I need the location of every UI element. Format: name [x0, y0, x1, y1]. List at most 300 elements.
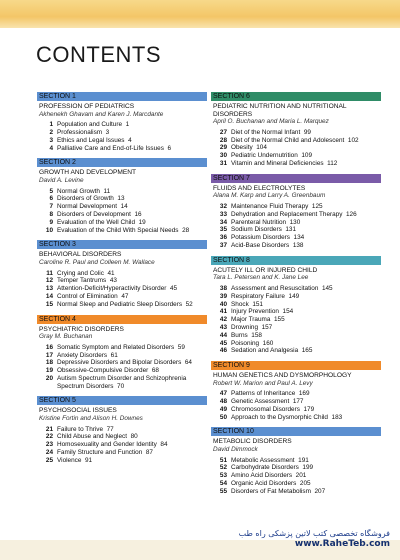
chapter-page: 134: [293, 234, 305, 242]
section-editors: April O. Buchanan and Maria L. Marquez: [213, 118, 329, 126]
chapter-number: 25: [45, 456, 53, 464]
chapter-entry[interactable]: [211, 488, 381, 496]
chapter-title: [231, 457, 381, 465]
chapter-entry[interactable]: [211, 414, 381, 422]
chapter-entry[interactable]: [211, 324, 381, 332]
chapter-page: 131: [285, 226, 297, 234]
chapter-title: [57, 359, 207, 367]
chapter-title-text: Metabolic Assessment: [231, 456, 295, 464]
chapter-number: 28: [219, 136, 227, 144]
chapter-title: [231, 219, 381, 227]
chapter-entry[interactable]: [211, 332, 381, 340]
chapter-number: 22: [45, 433, 53, 441]
chapter-entry[interactable]: [211, 316, 381, 324]
chapter-title-text: Homosexuality and Gender Identity: [57, 441, 157, 449]
section-editors: Akhenekh Ghavam and Karen J. Marcdante: [39, 110, 164, 118]
chapter-number: 24: [45, 449, 53, 457]
chapter-page: 201: [295, 472, 307, 480]
chapter-title: [57, 301, 207, 309]
section-editors: Alana M. Karp and Larry A. Greenbaum: [213, 192, 326, 200]
chapter-title: [231, 332, 381, 340]
chapter-entry[interactable]: [37, 359, 207, 367]
chapter-page: 138: [292, 241, 304, 249]
chapter-page: 41: [107, 269, 115, 277]
chapter-number: 33: [219, 210, 227, 218]
chapter-title: [231, 242, 381, 250]
chapter-page: 1: [125, 121, 130, 129]
chapter-title: [231, 472, 381, 480]
chapter-number: 27: [219, 128, 227, 136]
chapter-page: 157: [261, 323, 273, 331]
chapter-title: [57, 277, 207, 285]
chapter-title: [57, 457, 207, 465]
chapter-number: 47: [219, 390, 227, 398]
chapter-number: 40: [219, 300, 227, 308]
chapter-entry[interactable]: [37, 457, 207, 465]
chapter-entry[interactable]: [37, 441, 207, 449]
chapter-number: 16: [45, 343, 53, 351]
chapter-title: [57, 344, 207, 352]
chapter-title-text: Evaluation of the Child With Special Needs: [57, 226, 179, 234]
chapter-entry[interactable]: [37, 449, 207, 457]
chapter-title-text: Organic Acid Disorders: [231, 480, 297, 488]
chapter-number: 39: [219, 292, 227, 300]
chapter-number: 41: [219, 308, 227, 316]
chapter-entry[interactable]: [211, 203, 381, 211]
chapter-title: [57, 129, 207, 137]
chapter-title: [231, 211, 381, 219]
section-label: SECTION 7: [211, 174, 381, 183]
section-editors: Kristine Fortin and Alison H. Downes: [39, 415, 143, 423]
chapter-entry[interactable]: [211, 211, 381, 219]
chapter-title-text: Population and Culture: [57, 121, 123, 129]
chapter-entry[interactable]: [211, 480, 381, 488]
chapter-number: 9: [49, 218, 53, 226]
chapter-entry[interactable]: [37, 375, 207, 391]
chapter-entry[interactable]: [37, 211, 207, 219]
section-label: SECTION 5: [37, 396, 207, 405]
chapter-number: 50: [219, 413, 227, 421]
chapter-title-text: Normal Sleep and Pediatric Sleep Disorders: [57, 300, 183, 308]
chapter-page: 155: [273, 316, 285, 324]
chapter-page: 179: [303, 405, 315, 413]
chapter-page: 87: [145, 449, 153, 457]
chapter-page: 43: [109, 277, 117, 285]
chapter-entry[interactable]: [37, 137, 207, 145]
chapter-entry[interactable]: [37, 433, 207, 441]
chapter-title: [231, 390, 381, 398]
chapter-number: 51: [219, 456, 227, 464]
top-decorative-band: [0, 0, 400, 28]
chapter-number: 55: [219, 487, 227, 495]
chapter-title: [57, 375, 207, 391]
toc-section: [37, 92, 207, 152]
chapter-title-text: Obsessive-Compulsive Disorder: [57, 367, 149, 375]
section-editors: Gray M. Buchanan: [39, 333, 93, 341]
chapter-title-text: Potassium Disorders: [231, 234, 290, 242]
chapter-entry[interactable]: [211, 285, 381, 293]
chapter-number: 17: [45, 351, 53, 359]
chapter-number: 34: [219, 218, 227, 226]
chapter-title: [57, 219, 207, 227]
chapter-page: 6: [167, 144, 172, 152]
chapter-number: 49: [219, 405, 227, 413]
chapter-number: 19: [45, 367, 53, 375]
chapter-page: 47: [121, 292, 129, 300]
toc-section: [37, 240, 207, 308]
chapter-title-text: Control of Elimination: [57, 292, 118, 300]
chapter-entry[interactable]: [37, 270, 207, 278]
chapter-number: 36: [219, 234, 227, 242]
chapter-page: 77: [106, 425, 114, 433]
chapter-entry[interactable]: [211, 219, 381, 227]
chapter-page: 45: [169, 285, 178, 293]
chapter-number: 3: [49, 136, 53, 144]
chapter-title-text: Depressive Disorders and Bipolar Disorders: [57, 359, 182, 367]
chapter-number: 46: [219, 347, 227, 355]
chapter-number: 13: [45, 285, 53, 293]
chapter-entry[interactable]: [211, 390, 381, 398]
chapter-entry[interactable]: [37, 219, 207, 227]
chapter-page: 169: [298, 390, 310, 398]
chapter-number: 4: [49, 144, 53, 152]
chapter-title-text: Normal Development: [57, 203, 118, 211]
chapter-entry[interactable]: [37, 285, 207, 293]
chapter-title: [231, 293, 381, 301]
chapter-page: 52: [185, 300, 193, 308]
chapter-title-text: Approach to the Dysmorphic Child: [231, 413, 328, 421]
chapter-title-text: Normal Growth: [57, 187, 100, 195]
chapter-title: [231, 285, 381, 293]
chapter-title: [57, 195, 207, 203]
toc-section: [211, 427, 381, 495]
chapter-page: 125: [311, 202, 323, 210]
chapter-title: [57, 449, 207, 457]
chapter-entry[interactable]: [211, 457, 381, 465]
chapter-title-text: Drowning: [231, 323, 258, 331]
chapter-number: 8: [49, 210, 53, 218]
chapter-title-text: Dehydration and Replacement Therapy: [231, 210, 343, 218]
chapter-title-text: Sedation and Analgesia: [231, 347, 299, 355]
chapter-title-text: Family Structure and Function: [57, 449, 143, 457]
toc-section: [37, 396, 207, 464]
chapter-title-text: Chromosomal Disorders: [231, 405, 300, 413]
chapter-number: 42: [219, 316, 227, 324]
chapter-entry[interactable]: [211, 464, 381, 472]
chapter-entry[interactable]: [37, 301, 207, 309]
chapter-entry[interactable]: [211, 226, 381, 234]
toc-section: [211, 361, 381, 421]
chapter-page: 102: [347, 136, 359, 144]
chapter-title: [231, 488, 381, 496]
chapter-title: [57, 270, 207, 278]
chapter-title-text: Assessment and Resuscitation: [231, 284, 319, 292]
chapter-title: [57, 293, 207, 301]
chapter-page: 165: [301, 347, 313, 355]
chapter-number: 5: [49, 187, 53, 195]
chapter-title: [231, 308, 381, 316]
chapter-page: 28: [182, 226, 190, 234]
chapter-title: [57, 137, 207, 145]
section-title: GROWTH AND DEVELOPMENT: [39, 169, 137, 177]
toc-section: [211, 256, 381, 355]
chapter-number: 53: [219, 472, 227, 480]
chapter-title: [231, 203, 381, 211]
chapter-title: [57, 441, 207, 449]
chapter-title: [231, 137, 381, 145]
chapter-title-text: Disorders of Fat Metabolism: [231, 487, 311, 495]
chapter-title: [231, 398, 381, 406]
chapter-title-text: Diet of the Normal Child and Adolescent: [231, 136, 345, 144]
chapter-entry[interactable]: [211, 301, 381, 309]
chapter-entry[interactable]: [211, 406, 381, 414]
chapter-number: 21: [45, 425, 53, 433]
chapter-page: 11: [103, 187, 111, 195]
chapter-entry[interactable]: [211, 144, 381, 152]
chapter-page: 80: [130, 433, 138, 441]
chapter-number: 1: [49, 121, 53, 129]
chapter-entry[interactable]: [37, 145, 207, 153]
chapter-page: 154: [282, 308, 294, 316]
chapter-entry[interactable]: [37, 426, 207, 434]
chapter-title: [57, 367, 207, 375]
chapter-page: 177: [292, 398, 304, 406]
chapter-page: 151: [252, 300, 263, 308]
chapter-title: [231, 347, 381, 355]
chapter-entry[interactable]: [211, 308, 381, 316]
chapter-title: [57, 203, 207, 211]
chapter-number: 23: [45, 441, 53, 449]
section-editors: David Dimmock: [213, 446, 258, 454]
chapter-entry[interactable]: [211, 242, 381, 250]
chapter-title-text: Genetic Assessment: [231, 398, 290, 406]
chapter-title-text: Palliative Care and End-of-Life Issues: [57, 144, 164, 152]
section-title: HUMAN GENETICS AND DYSMORPHOLOGY: [213, 372, 352, 380]
chapter-entry[interactable]: [211, 340, 381, 348]
chapter-page: 19: [138, 218, 146, 226]
chapter-title: [57, 211, 207, 219]
chapter-page: 104: [256, 144, 267, 152]
chapter-title: [231, 144, 381, 152]
chapter-title-text: Professionalism: [57, 128, 103, 136]
chapter-page: 126: [346, 210, 357, 218]
section-label: SECTION 8: [211, 256, 381, 265]
chapter-page: 59: [177, 343, 185, 351]
chapter-title-text: Maintenance Fluid Therapy: [231, 202, 309, 210]
chapter-entry[interactable]: [211, 398, 381, 406]
chapter-title-text: Shock: [231, 300, 249, 308]
chapter-title: [57, 145, 207, 153]
toc-section: [37, 315, 207, 391]
chapter-entry[interactable]: [211, 293, 381, 301]
chapter-entry[interactable]: [211, 234, 381, 242]
section-title: FLUIDS AND ELECTROLYTES: [213, 184, 306, 192]
chapter-number: 6: [49, 195, 53, 203]
chapter-number: 12: [45, 277, 53, 285]
footer-watermark: [239, 528, 390, 550]
chapter-entry[interactable]: [211, 129, 381, 137]
chapter-entry[interactable]: [37, 129, 207, 137]
chapter-title-text: Violence: [57, 456, 82, 464]
chapter-title-text: Disorders of Development: [57, 210, 131, 218]
chapter-page: 160: [262, 339, 274, 347]
chapter-entry[interactable]: [211, 347, 381, 355]
chapter-page: 109: [301, 152, 313, 160]
chapter-title: [231, 480, 381, 488]
chapter-page: 130: [289, 218, 301, 226]
chapter-page: 158: [251, 331, 262, 339]
chapter-number: 10: [45, 226, 53, 234]
chapter-page: 205: [299, 480, 311, 488]
chapter-page: 16: [134, 210, 142, 218]
chapter-number: 31: [219, 159, 227, 167]
chapter-number: 29: [219, 144, 227, 152]
chapter-title: [231, 464, 381, 472]
chapter-title-text: Anxiety Disorders: [57, 351, 108, 359]
section-title: PROFESSION OF PEDIATRICS: [39, 103, 135, 110]
chapter-entry[interactable]: [211, 160, 381, 168]
chapter-page: 68: [151, 367, 159, 375]
section-label: SECTION 6: [211, 92, 381, 101]
chapter-number: 38: [219, 284, 227, 292]
section-editors: Robert W. Marion and Paul A. Levy: [213, 379, 313, 387]
toc-section: [37, 158, 207, 234]
chapter-title-text: Disorders of Growth: [57, 195, 114, 203]
section-label: SECTION 1: [37, 92, 207, 101]
section-label: SECTION 9: [211, 361, 381, 370]
chapter-number: 15: [45, 300, 53, 308]
chapter-title-text: Failure to Thrive: [57, 425, 104, 433]
chapter-number: 44: [219, 331, 227, 339]
chapter-page: 91: [84, 456, 93, 464]
chapter-entry[interactable]: [37, 367, 207, 375]
chapter-title-text: Somatic Symptom and Related Disorders: [57, 343, 175, 351]
chapter-number: 18: [45, 359, 53, 367]
chapter-title-text: Temper Tantrums: [57, 277, 107, 285]
chapter-entry[interactable]: [211, 137, 381, 145]
chapter-title-text: Carbohydrate Disorders: [231, 464, 299, 472]
chapter-title: [57, 227, 207, 235]
watermark-url: www.RaheTeb.com: [294, 539, 390, 549]
chapter-page: 183: [331, 413, 343, 421]
chapter-title: [231, 340, 381, 348]
chapter-page: 84: [160, 441, 168, 449]
chapter-number: 32: [219, 202, 227, 210]
chapter-page: 191: [298, 456, 309, 464]
chapter-page: 145: [321, 284, 333, 292]
chapter-page: 199: [302, 464, 314, 472]
chapter-title-text: Child Abuse and Neglect: [57, 433, 127, 441]
chapter-number: 14: [45, 292, 53, 300]
chapter-title-text: Diet of the Normal Infant: [231, 128, 301, 136]
chapter-title-text: Obesity: [231, 144, 253, 152]
chapter-number: 35: [219, 226, 227, 234]
chapter-number: 30: [219, 152, 227, 160]
section-title: BEHAVIORAL DISORDERS: [39, 251, 122, 259]
chapter-page: 3: [105, 128, 110, 136]
chapter-page: 70: [117, 382, 125, 390]
chapter-number: 2: [49, 128, 53, 136]
chapter-title-text: Ethics and Legal Issues: [57, 136, 125, 144]
chapter-title: [57, 426, 207, 434]
chapter-title: [57, 285, 207, 293]
chapter-title-text: Respiratory Failure: [231, 292, 285, 300]
chapter-page: 99: [303, 128, 311, 136]
chapter-title: [57, 433, 207, 441]
chapter-entry[interactable]: [37, 344, 207, 352]
section-label: SECTION 10: [211, 427, 381, 436]
chapter-title: [231, 406, 381, 414]
chapter-page: 207: [314, 487, 326, 495]
toc-left-column: [37, 92, 207, 471]
chapter-number: 7: [49, 203, 53, 211]
chapter-title-text: Acid-Base Disorders: [231, 241, 290, 249]
chapter-entry[interactable]: [37, 203, 207, 211]
chapter-entry[interactable]: [211, 152, 381, 160]
section-label: SECTION 4: [37, 315, 207, 324]
section-title: ACUTELY ILL OR INJURED CHILD: [213, 266, 318, 274]
chapter-number: 37: [219, 241, 227, 249]
toc-section: [211, 92, 381, 168]
page-title: CONTENTS: [36, 42, 161, 67]
chapter-entry[interactable]: [37, 195, 207, 203]
section-label: SECTION 3: [37, 240, 207, 249]
section-editors: David A. Levine: [39, 176, 84, 184]
chapter-page: 13: [117, 195, 125, 203]
chapter-page: 4: [128, 136, 132, 144]
chapter-entry[interactable]: [37, 227, 207, 235]
chapter-title: [57, 352, 207, 360]
chapter-title-text: Patterns of Inheritance: [231, 390, 296, 398]
chapter-title: [231, 226, 381, 234]
chapter-title: [231, 129, 381, 137]
chapter-title: [231, 324, 381, 332]
chapter-page: 64: [184, 359, 192, 367]
chapter-title: [231, 160, 381, 168]
chapter-entry[interactable]: [37, 352, 207, 360]
chapter-entry[interactable]: [37, 277, 207, 285]
section-editors: Caroline R. Paul and Colleen M. Wallace: [39, 258, 155, 266]
watermark-text: فروشگاه تخصصی کتب لاتین پزشکی راه طب: [238, 529, 390, 538]
chapter-title: [231, 301, 381, 309]
chapter-title-text: Amino Acid Disorders: [231, 472, 293, 480]
chapter-title-text: Major Trauma: [231, 316, 271, 324]
chapter-title-text: Vitamin and Mineral Deficiencies: [231, 159, 324, 167]
section-title: PSYCHOSOCIAL ISSUES: [39, 407, 117, 415]
chapter-title: [57, 188, 207, 196]
chapter-title-text: Autism Spectrum Disorder and Schizophrenia Spectrum Disorders: [57, 374, 187, 390]
chapter-entry[interactable]: [37, 121, 207, 129]
chapter-title-text: Parenteral Nutrition: [231, 218, 287, 226]
chapter-title-text: Pediatric Undernutrition: [231, 152, 298, 160]
section-label: SECTION 2: [37, 158, 207, 167]
chapter-entry[interactable]: [37, 293, 207, 301]
chapter-title: [231, 234, 381, 242]
chapter-number: 20: [45, 374, 53, 382]
chapter-title-text: Crying and Colic: [57, 269, 104, 277]
chapter-number: 45: [219, 339, 227, 347]
chapter-page: 61: [110, 351, 118, 359]
chapter-entry[interactable]: [211, 472, 381, 480]
chapter-number: 54: [219, 480, 227, 488]
chapter-number: 43: [219, 323, 227, 331]
chapter-title-text: Sodium Disorders: [231, 226, 282, 234]
section-title: PEDIATRIC NUTRITION AND NUTRITIONAL DISORDERS: [213, 103, 347, 118]
section-title: METABOLIC DISORDERS: [213, 438, 292, 446]
chapter-title: [231, 152, 381, 160]
chapter-entry[interactable]: [37, 188, 207, 196]
chapter-number: 52: [219, 464, 227, 472]
